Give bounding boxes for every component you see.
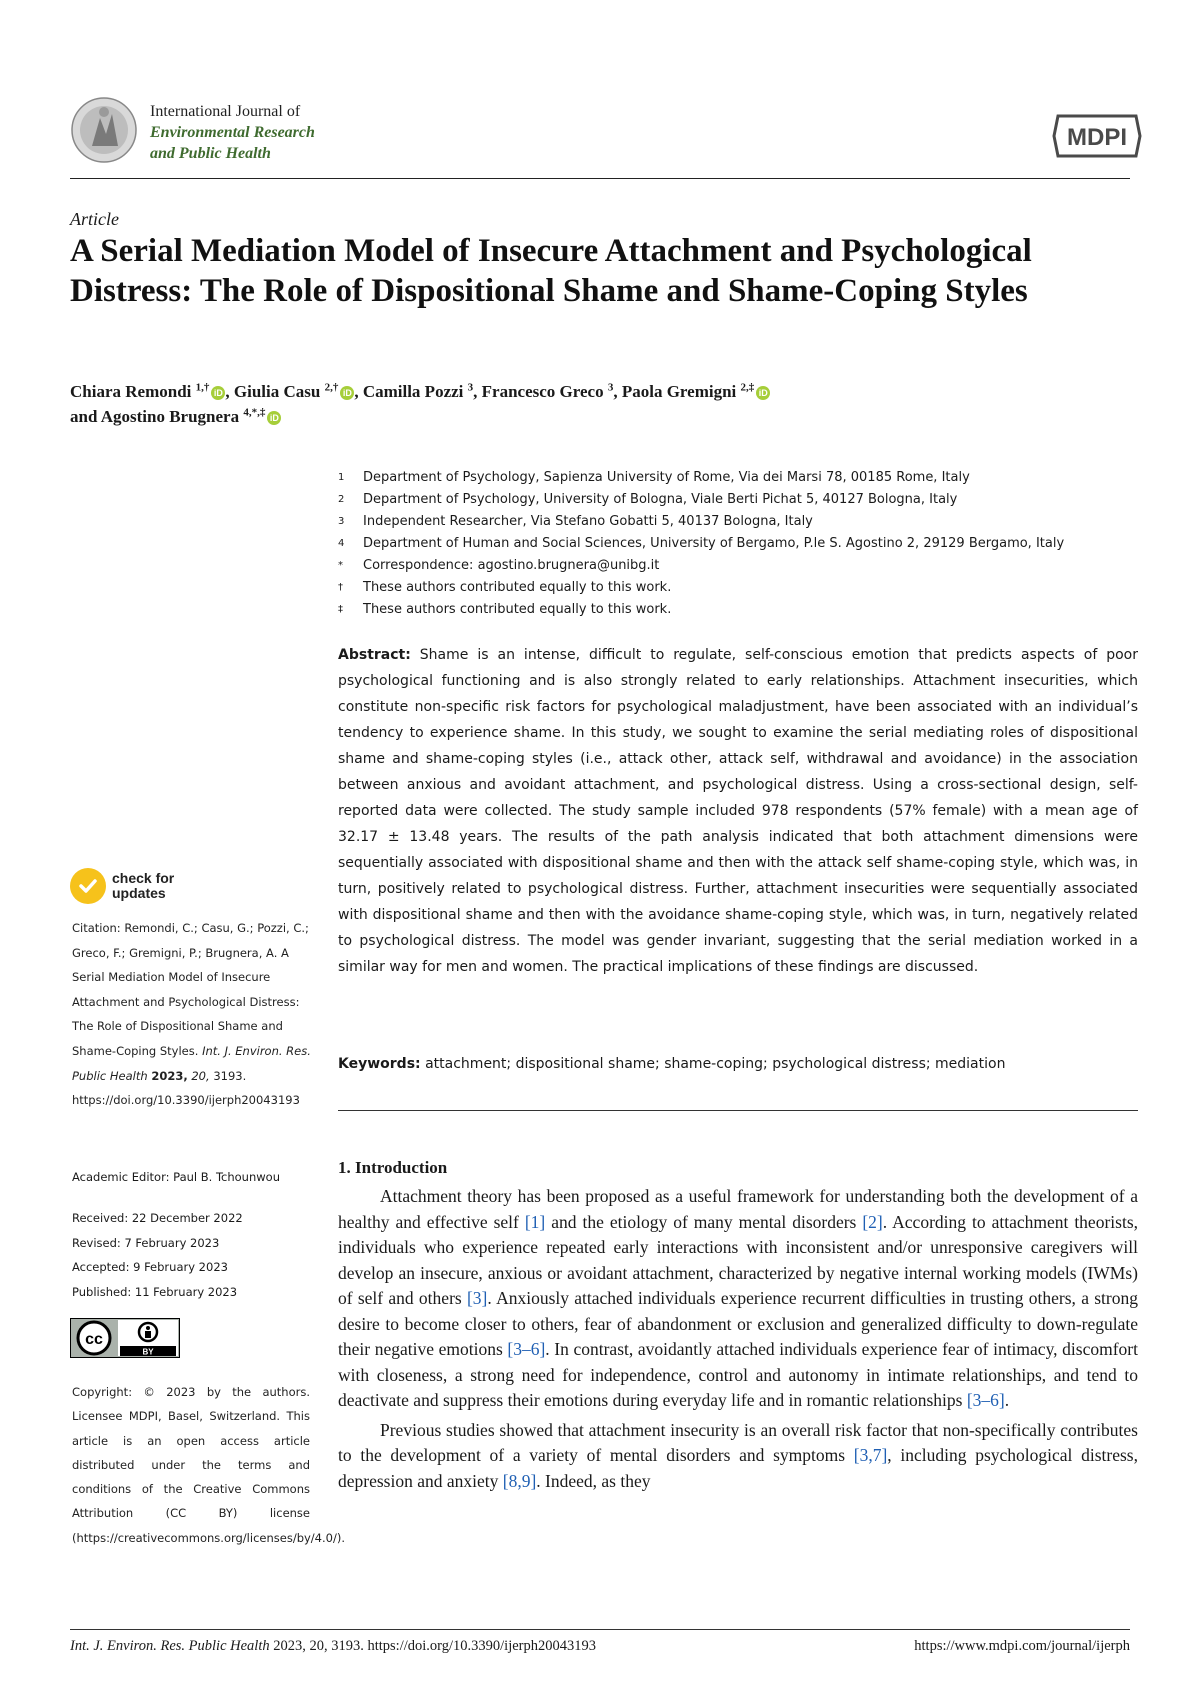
date-revised: Revised: 7 February 2023: [72, 1235, 220, 1250]
date-received: Received: 22 December 2022: [72, 1211, 243, 1225]
affiliation-item: [338, 511, 1148, 533]
author-affiliation-mark: 2,†: [324, 381, 339, 394]
author-conjunction: and: [70, 407, 101, 426]
author-name: Chiara Remondi: [70, 382, 196, 401]
affiliation-item: [338, 555, 1148, 577]
citation-link[interactable]: [1]: [524, 1211, 546, 1232]
affiliation-mark: ‡: [338, 604, 343, 615]
citation-text: Remondi, C.; Casu, G.; Pozzi, C.; Greco, F.; Gremigni, P.; Brugnera, A. A Serial Mediation Model of Insecure Attachment and Psychological Distress: The Role of Dispositional Shame and Shame-Coping Styles.: [72, 921, 309, 1058]
header-rule: [70, 178, 1130, 179]
keywords-text: attachment; dispositional shame; shame-coping; psychological distress; mediation: [425, 1056, 1006, 1072]
affiliation-text: Department of Human and Social Sciences, University of Bergamo, P.le S. Agostino 2, 29129 Bergamo, Italy: [363, 536, 1065, 551]
academic-editor: Academic Editor: Paul B. Tchounwou: [72, 1170, 280, 1184]
publication-dates: [72, 1206, 322, 1304]
journal-name-line3: and Public Health: [150, 145, 271, 162]
affiliation-text: These authors contributed equally to this work.: [363, 580, 672, 595]
author-list: Chiara Remondi $^{1,\dagger}$ iD , Giulia Casu $^{2,\dagger}$ iD , Camilla Pozzi $^3$, Francesco Greco $^3$, Paola Gremigni $^{2,\ddagger}$ iD and Agostino Brugnera $^{4,*,\ddagger}$ iD: [70, 379, 1070, 429]
citation-link[interactable]: [2]: [862, 1211, 883, 1232]
affiliation-item: [338, 467, 1148, 489]
check-updates-line1: check for: [112, 870, 175, 886]
check-updates-icon: [70, 868, 106, 904]
by-label: BY: [142, 1347, 154, 1357]
affiliation-text: Department of Psychology, University of Bologna, Viale Berti Pichat 5, 40127 Bologna, Italy: [363, 492, 958, 507]
footer-journal: Int. J. Environ. Res. Public Health: [70, 1638, 270, 1654]
affiliation-mark: 2: [338, 494, 345, 505]
section-heading-introduction: 1. Introduction: [338, 1158, 448, 1177]
citation-link[interactable]: [3,7]: [853, 1445, 888, 1465]
citation-label: Citation:: [72, 921, 121, 935]
journal-name-line2: Environmental Research: [150, 124, 315, 141]
author-affiliation-mark: 2,‡: [740, 381, 755, 394]
journal-name-line1: International Journal of: [150, 103, 301, 120]
abstract-divider: [338, 1110, 1138, 1111]
citation-year: 2023,: [151, 1068, 188, 1083]
citation-link[interactable]: [3–6]: [507, 1339, 546, 1359]
keywords: [338, 1056, 1138, 1072]
orcid-icon[interactable]: iD: [340, 386, 354, 400]
affiliation-mark: *: [338, 560, 343, 571]
check-updates-line2: updates: [112, 885, 166, 901]
abstract: [338, 642, 1138, 980]
orcid-icon[interactable]: iD: [211, 386, 225, 400]
check-for-updates-badge[interactable]: [70, 868, 174, 904]
abstract-text: Shame is an intense, difficult to regulate, self-conscious emotion that predicts aspects of poor psychological functioning and is also strongly related to early relationships. Attachment insecurities, which constitute non-specific risk factors for psychological maladjustment, have been associated with an individual’s tendency to experience shame. In this study, we sought to examine the serial mediating roles of dispositional shame and shame-coping styles (i.e., attack other, attack self, withdrawal and avoidance) in the association between anxious and avoidant attachment, and psychological distress. Using a cross-sectional design, self-reported data were collected. The study sample included 978 respondents (57% female) with a mean age of 32.17 ± 13.48 years. The results of the path analysis indicated that both attachment dimensions were sequentially associated with dispositional shame and then with the attack self shame-coping style, which was, in turn, positively related to psychological distress. Further, attachment insecurities were sequentially associated with dispositional shame and then with the avoidance shame-coping style, which was, in turn, negatively related to psychological distress. The model was gender invariant, suggesting that the serial mediation worked in a similar way for men and women. The practical implications of these findings are discussed.: [338, 647, 1138, 975]
article-title: A Serial Mediation Model of Insecure Attachment and Psychological Distress: The Role of Dispositional Shame and Shame-Coping Styles: [70, 233, 1032, 309]
citation-volume: 20,: [191, 1068, 210, 1083]
affiliation-item: [338, 489, 1148, 511]
citation-link[interactable]: [3]: [466, 1288, 488, 1308]
author-name: Paola Gremigni: [621, 382, 741, 401]
introduction-body: [338, 1184, 1138, 1498]
author-affiliation-mark: 4,*,‡: [243, 406, 266, 419]
date-published: Published: 11 February 2023: [72, 1284, 238, 1299]
citation-doi[interactable]: 3193. https://doi.org/10.3390/ijerph20043193: [72, 1068, 300, 1108]
citation-link[interactable]: [3–6]: [966, 1390, 1005, 1410]
author-name: Francesco Greco: [481, 382, 608, 401]
affiliation-mark: 4: [338, 538, 345, 549]
affiliation-item: [338, 533, 1148, 555]
journal-logo: [70, 96, 138, 164]
intro-paragraph-2: Previous studies showed that attachment insecurity is an overall risk factor that non-specifically contributes to the development of a variety of mental disorders and symptoms [3,7], including psychological distress, depression and anxiety [8,9]. Indeed, as they: [338, 1419, 1138, 1491]
citation-journal: Int. J. Environ. Res. Public Health: [72, 1043, 311, 1083]
author-name: Agostino Brugnera: [100, 407, 244, 426]
journal-name: [150, 101, 315, 164]
date-accepted: Accepted: 9 February 2023: [72, 1260, 228, 1274]
keywords-label: Keywords:: [338, 1056, 421, 1072]
intro-paragraph-1: Attachment theory has been proposed as a useful framework for understanding both the development of a healthy and effective self [1] and the etiology of many mental disorders [2]. According to attachment theorists, individuals who experience repeated early interactions with inconsistent and/or unresponsive caregivers will develop an insecure, anxious or avoidant attachment, characterized by negative internal working models (IWMs) of self and others [3]. Anxiously attached individuals experience recurrent difficulties in trusting others, a strong desire to become closer to others, fear of abandonment or exclusion and generalized difficulty to down-regulate their negative emotions [3–6]. In contrast, avoidantly attached individuals experience fear of intimacy, discomfort with closeness, a strong need for independence, control and autonomy in intimate relationships, and tend to deactivate and suppress their emotions during everyday life and in romantic relationships [3–6].: [338, 1186, 1138, 1410]
orcid-icon[interactable]: iD: [756, 386, 770, 400]
copyright-notice: Copyright: © 2023 by the authors. Licensee MDPI, Basel, Switzerland. This article is an open access article distributed under the terms and conditions of the Creative Commons Attribution (CC BY) license (https://creativecommons.org/licenses/by/4.0/).: [72, 1385, 345, 1545]
author-affiliation-mark: 3: [607, 381, 614, 394]
affiliation-mark: 1: [338, 472, 345, 483]
author-name: Camilla Pozzi: [362, 382, 468, 401]
mdpi-logo-text: MDPI: [1067, 124, 1127, 151]
author-affiliation-mark: 1,†: [195, 381, 210, 394]
affiliation-mark: 3: [338, 516, 345, 527]
footer-rule: [70, 1629, 1130, 1630]
affiliation-item: [338, 577, 1148, 599]
citation-link[interactable]: [8,9]: [502, 1470, 537, 1491]
affiliations: [338, 467, 1148, 621]
footer-doi[interactable]: 2023, 20, 3193. https://doi.org/10.3390/ijerph20043193: [273, 1638, 596, 1654]
affiliation-text: Independent Researcher, Via Stefano Gobatti 5, 40137 Bologna, Italy: [363, 514, 813, 529]
author-affiliation-mark: 3: [467, 381, 474, 394]
abstract-label: Abstract:: [338, 647, 411, 663]
author-name: Giulia Casu: [233, 382, 325, 401]
footer-journal-url[interactable]: https://www.mdpi.com/journal/ijerph: [914, 1638, 1130, 1654]
sidebar-citation: [72, 916, 312, 1113]
cc-label: cc: [85, 1331, 103, 1348]
affiliation-text: These authors contributed equally to this work.: [363, 602, 672, 617]
cc-by-license-icon[interactable]: [70, 1318, 180, 1358]
affiliation-item: [338, 599, 1148, 621]
check-updates-label: [112, 871, 174, 901]
article-type: Article: [70, 209, 119, 229]
affiliation-mark: †: [338, 582, 343, 593]
affiliation-text: Department of Psychology, Sapienza University of Rome, Via dei Marsi 78, 00185 Rome, Italy: [363, 470, 970, 485]
mdpi-logo[interactable]: [1052, 112, 1142, 160]
affiliation-text: Correspondence: agostino.brugnera@unibg.it: [363, 558, 660, 573]
footer-citation: [70, 1638, 596, 1655]
orcid-icon[interactable]: iD: [267, 411, 281, 425]
